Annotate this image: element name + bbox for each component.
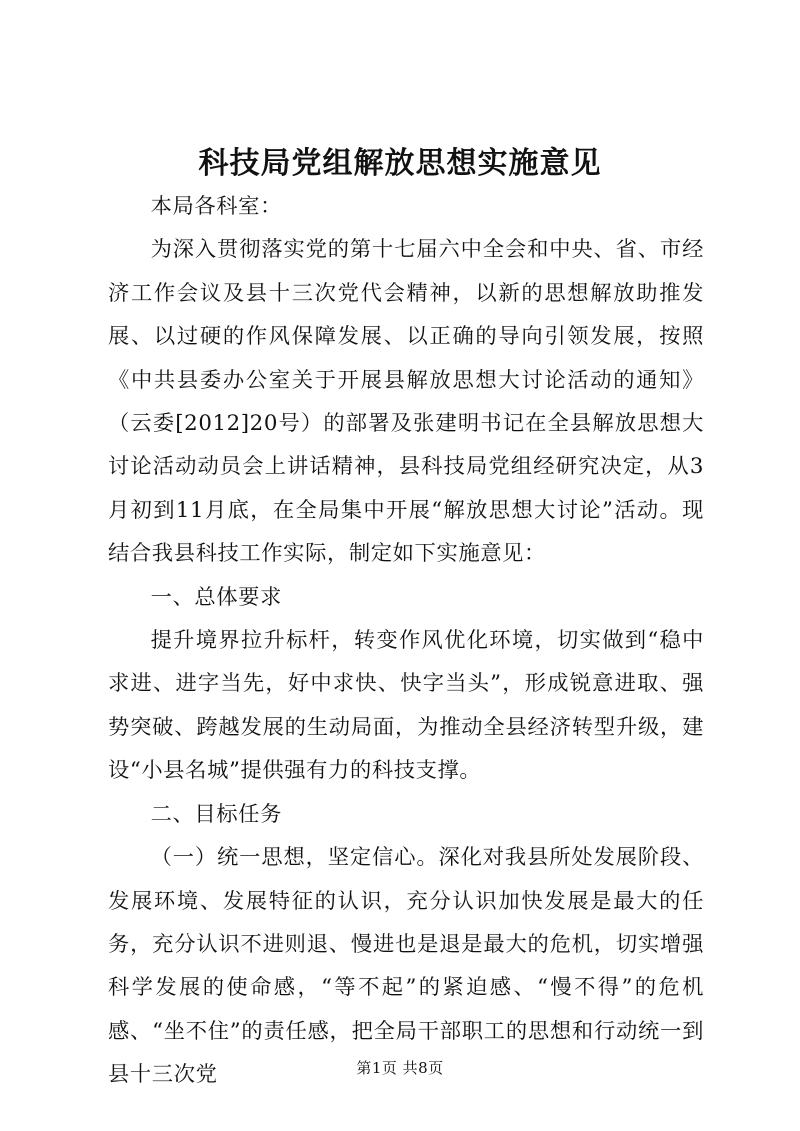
general-requirements-paragraph: 提升境界拉升标杆，转变作风优化环境，切实做到“稳中求进、进字当先，好中求快、快字当头”，形成锐意进取、强势突破、跨越发展的生动局面，为推动全县经济转型升级，建设“小县名城”提供强有力的科技支撑。 xyxy=(108,628,704,784)
salutation: 本局各科室： xyxy=(150,194,282,219)
document-title: 科技局党组解放思想实施意见 xyxy=(198,146,602,181)
section-heading-general-requirements: 一、总体要求 xyxy=(150,584,282,610)
intro-paragraph: 为深入贯彻落实党的第十七届六中全会和中央、省、市经济工作会议及县十三次党代会精神，以新的思想解放助推发展、以过硬的作风保障发展、以正确的导向引领发展，按照《中共县委办公室关于开展县解放思想大讨论活动的通知》（云委[2012]20号）的部署及张建明书记在全县解放思想大讨论活动动员会上讲话精神，县科技局党组经研究决定，从3月初到11月底，在全局集中开展“解放思想大讨论”活动。现结合我县科技工作实际，制定如下实施意见： xyxy=(108,237,704,567)
section-heading-goals-tasks: 二、目标任务 xyxy=(150,801,282,827)
goals-tasks-paragraph: （一）统一思想，坚定信心。深化对我县所处发展阶段、发展环境、发展特征的认识，充分认识加快发展是最大的任务，充分认识不进则退、慢进也是退是最大的危机，切实增强科学发展的使命感，“等不起”的紧迫感、“慢不得”的危机感、“坐不住”的责任感，把全局干部职工的思想和行动统一到县十三次党 xyxy=(108,845,704,1088)
document-body xyxy=(108,185,704,1097)
page-footer: 第1页 共8页 xyxy=(356,1059,444,1077)
